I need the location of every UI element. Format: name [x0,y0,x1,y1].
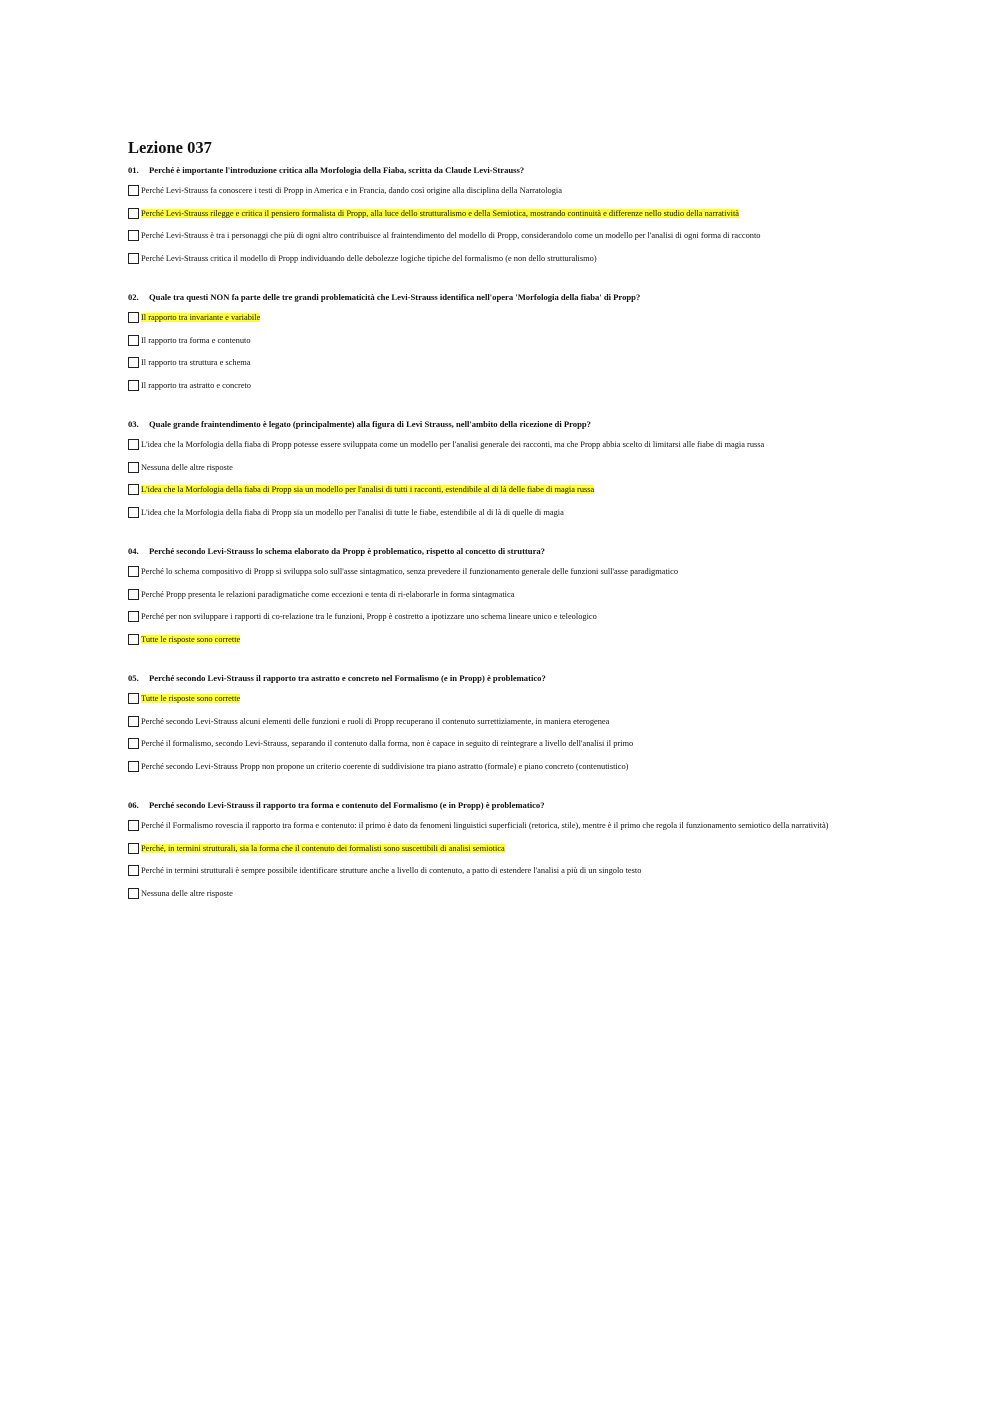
answer-label: Perché il Formalismo rovescia il rapporto tra forma e contenuto: il primo è dato da fenomeni linguistici superficiali (retorica, stile), mentre è il primo che regola il funzionamento semiotico della narratività) [141,821,829,830]
question-block [128,545,856,645]
answer-option[interactable] [128,230,856,242]
question-block [128,418,856,518]
answer-label-highlighted: Perché, in termini strutturali, sia la forma che il contenuto dei formalisti sono suscettibili di analisi semiotica [141,843,505,853]
answer-label: L'idea che la Morfologia della fiaba di Propp sia un modello per l'analisi di tutte le fiabe, estendibile al di là di quelle di magia [141,507,564,517]
empty-checkbox-icon[interactable] [128,611,139,622]
answer-option[interactable] [128,716,856,728]
question-label: Quale grande fraintendimento è legato (principalmente) alla figura di Levi Strauss, nell'ambito della ricezione di Propp? [149,419,591,429]
answer-label-highlighted: Tutte le risposte sono corrette [141,694,241,703]
question-block [128,672,856,772]
answer-option[interactable] [128,820,856,832]
answer-option[interactable] [128,507,856,519]
question-number: 04. [128,546,139,556]
question-number: 05. [128,673,139,683]
empty-checkbox-icon[interactable] [128,761,139,772]
answer-label: Perché Levi-Strauss fa conoscere i testi di Propp in America e in Francia, dando così origine alla disciplina della Narratologia [141,186,562,195]
question-text [128,672,856,684]
answer-label: Perché Levi-Strauss critica il modello di Propp individuando delle debolezze logiche tipiche del formalismo (e non dello strutturalismo) [141,253,597,263]
empty-checkbox-icon[interactable] [128,693,139,704]
answer-option[interactable] [128,634,856,646]
empty-checkbox-icon[interactable] [128,185,139,196]
answer-option[interactable] [128,761,856,773]
question-text [128,545,856,557]
empty-checkbox-icon[interactable] [128,843,139,854]
empty-checkbox-icon[interactable] [128,738,139,749]
empty-checkbox-icon[interactable] [128,380,139,391]
answer-option[interactable] [128,335,856,347]
question-number: 03. [128,419,139,429]
empty-checkbox-icon[interactable] [128,312,139,323]
question-label: Perché secondo Levi-Strauss il rapporto tra forma e contenuto del Formalismo (e in Propp) è problematico? [149,800,545,810]
question-text [128,418,856,430]
answer-label: Nessuna delle altre risposte [141,888,233,898]
question-label: Perché è importante l'introduzione critica alla Morfologia della Fiaba, scritta da Claude Levi-Strauss? [149,165,525,175]
question-block [128,799,856,899]
empty-checkbox-icon[interactable] [128,820,139,831]
empty-checkbox-icon[interactable] [128,462,139,473]
empty-checkbox-icon[interactable] [128,716,139,727]
empty-checkbox-icon[interactable] [128,634,139,645]
question-text [128,291,856,303]
answer-label: Perché Propp presenta le relazioni paradigmatiche come eccezioni e tenta di ri-elaborarle in forma sintagmatica [141,589,515,599]
question-label: Perché secondo Levi-Strauss lo schema elaborato da Propp è problematico, rispetto al concetto di struttura? [149,546,545,556]
answer-option[interactable] [128,253,856,265]
answer-option[interactable] [128,693,856,705]
question-block [128,164,856,264]
answer-label-highlighted: L'idea che la Morfologia della fiaba di Propp sia un modello per l'analisi di tutti i racconti, estendibile al di là delle fiabe di magia russa [141,485,595,494]
answer-option[interactable] [128,484,856,496]
empty-checkbox-icon[interactable] [128,589,139,600]
answer-option[interactable] [128,380,856,392]
question-text [128,164,856,176]
empty-checkbox-icon[interactable] [128,335,139,346]
answer-label: Perché secondo Levi-Strauss alcuni elementi delle funzioni e ruoli di Propp recuperano il contenuto surrettiziamente, in maniera eterogenea [141,716,610,726]
answer-label-highlighted: Il rapporto tra invariante e variabile [141,313,261,322]
empty-checkbox-icon[interactable] [128,888,139,899]
answer-option[interactable] [128,738,856,750]
answer-option[interactable] [128,566,856,578]
answer-option[interactable] [128,611,856,623]
answer-option[interactable] [128,312,856,324]
answer-label: Perché in termini strutturali è sempre possibile identificare strutture anche a livello di contenuto, a patto di estendere l'analisi a più di un singolo testo [141,866,642,875]
empty-checkbox-icon[interactable] [128,507,139,518]
lesson-title: Lezione 037 [128,138,212,157]
question-label: Quale tra questi NON fa parte delle tre grandi problematicità che Levi-Strauss identifica nell'opera 'Morfologia della fiaba' di Propp? [149,292,641,302]
question-list [128,164,856,899]
empty-checkbox-icon[interactable] [128,484,139,495]
empty-checkbox-icon[interactable] [128,566,139,577]
answer-label: Perché il formalismo, secondo Levi-Strauss, separando il contenuto dalla forma, non è capace in seguito di reintegrare a livello dell'analisi il primo [141,739,634,748]
question-number: 06. [128,800,139,810]
empty-checkbox-icon[interactable] [128,253,139,264]
answer-label: Il rapporto tra astratto e concreto [141,380,251,390]
empty-checkbox-icon[interactable] [128,357,139,368]
answer-option[interactable] [128,357,856,369]
empty-checkbox-icon[interactable] [128,208,139,219]
answer-option[interactable] [128,185,856,197]
quiz-page [128,138,856,926]
answer-option[interactable] [128,888,856,900]
answer-option[interactable] [128,462,856,474]
question-number: 02. [128,292,139,302]
answer-label: Il rapporto tra struttura e schema [141,358,251,367]
answer-label: Perché lo schema compositivo di Propp si sviluppa solo sull'asse sintagmatico, senza prevedere il funzionamento generale delle funzioni sull'asse paradigmatico [141,567,679,576]
empty-checkbox-icon[interactable] [128,230,139,241]
answer-option[interactable] [128,843,856,855]
question-block [128,291,856,391]
answer-option[interactable] [128,208,856,220]
answer-option[interactable] [128,589,856,601]
empty-checkbox-icon[interactable] [128,439,139,450]
question-text [128,799,856,811]
answer-label: Perché secondo Levi-Strauss Propp non propone un criterio coerente di suddivisione tra piano astratto (formale) e piano concreto (contenutistico) [141,761,629,771]
question-label: Perché secondo Levi-Strauss il rapporto tra astratto e concreto nel Formalismo (e in Propp) è problematico? [149,673,546,683]
answer-option[interactable] [128,439,856,451]
answer-label: Il rapporto tra forma e contenuto [141,335,251,345]
answer-label-highlighted: Tutte le risposte sono corrette [141,634,241,644]
empty-checkbox-icon[interactable] [128,865,139,876]
answer-label: L'idea che la Morfologia della fiaba di Propp potesse essere sviluppata come un modello per l'analisi generale dei racconti, ma che Propp abbia scelto di limitarsi alle fiabe di magia russa [141,440,765,449]
question-number: 01. [128,165,139,175]
answer-label: Perché per non sviluppare i rapporti di co-relazione tra le funzioni, Propp è costretto a ipotizzare uno schema lineare unico e teleologico [141,612,597,621]
answer-label: Perché Levi-Strauss è tra i personaggi che più di ogni altro contribuisce al fraintendimento del modello di Propp, considerandolo come un modello per l'analisi di ogni forma di racconto [141,231,761,240]
answer-option[interactable] [128,865,856,877]
answer-label: Nessuna delle altre risposte [141,462,233,472]
answer-label-highlighted: Perché Levi-Strauss rilegge e critica il pensiero formalista di Propp, alla luce dello strutturalismo e della Semiotica, mostrando continuità e differenze nello studio della narratività [141,208,740,218]
